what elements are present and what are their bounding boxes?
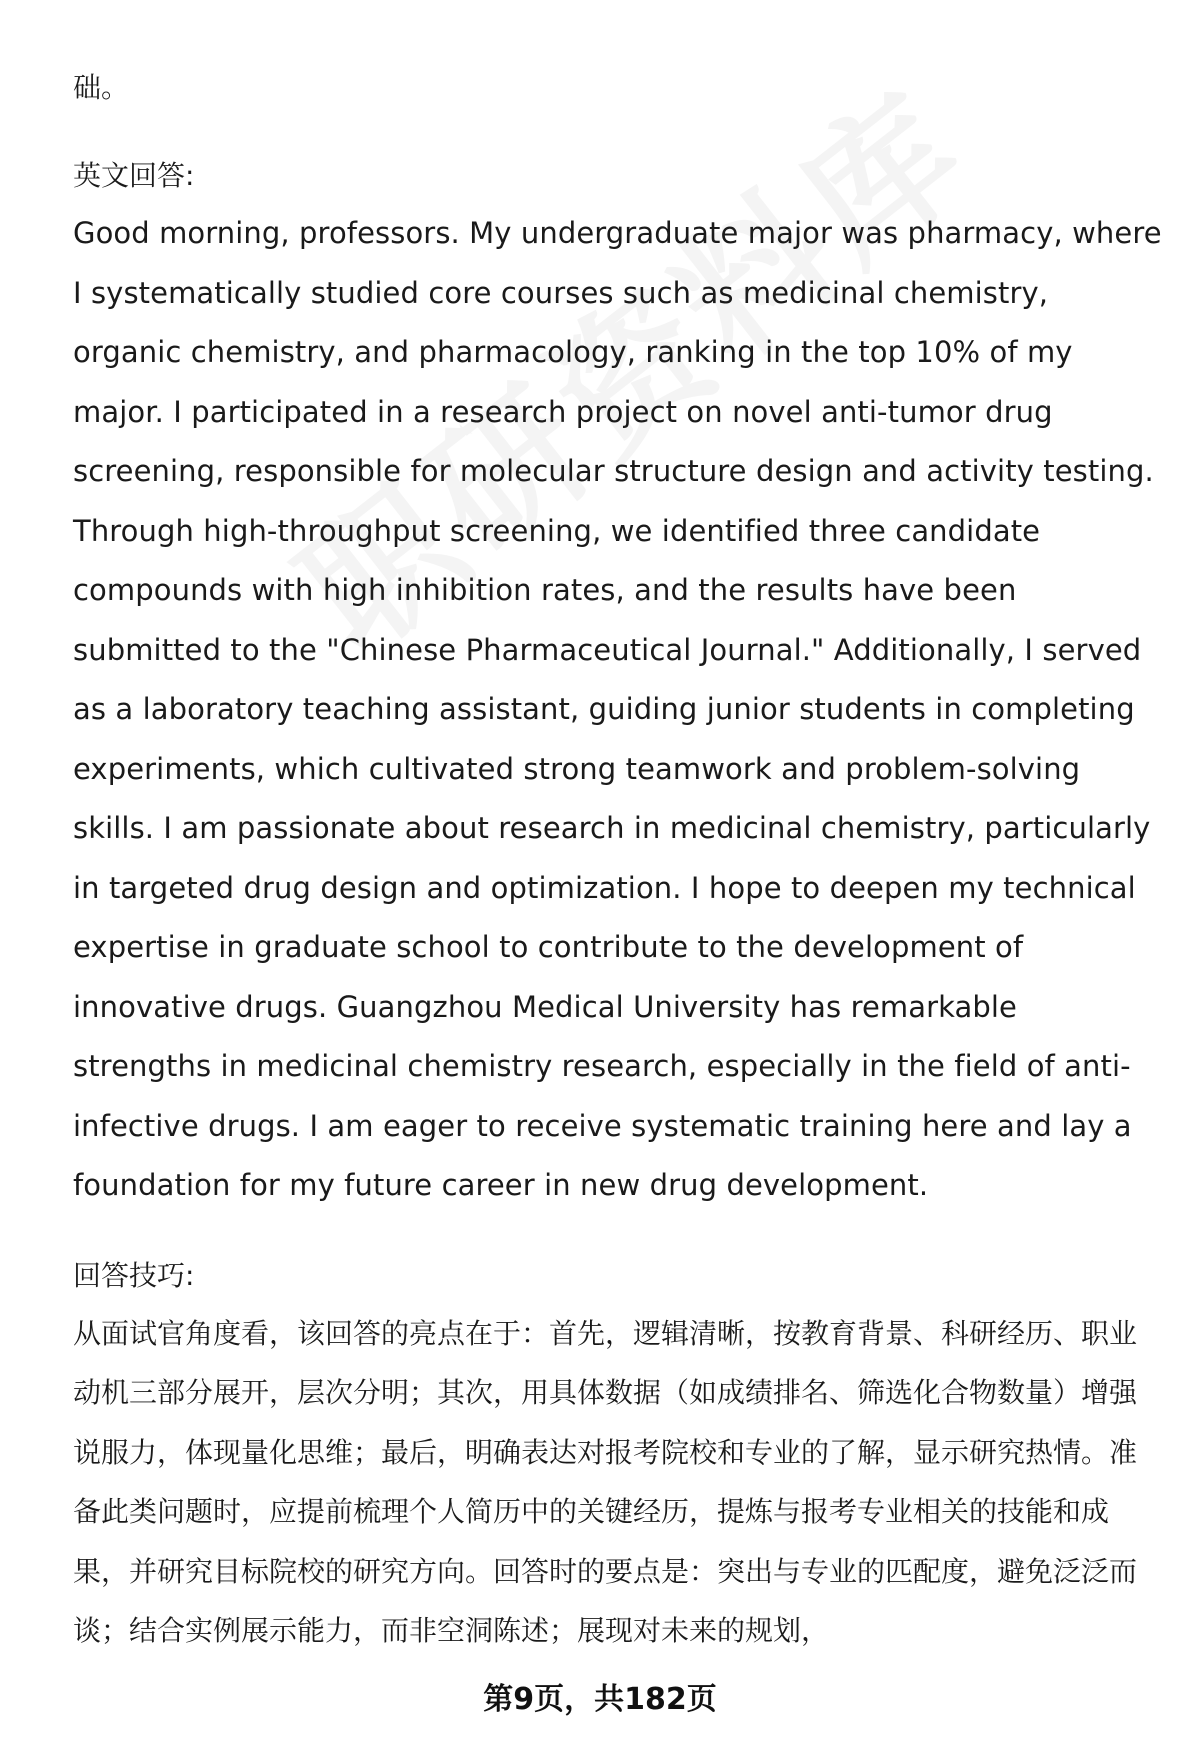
english-answer-heading: 英文回答:: [73, 159, 195, 192]
continuation-text: 础。: [73, 71, 130, 104]
page-number: 第9页，共182页: [483, 1682, 717, 1717]
spacer: [73, 1216, 1163, 1248]
tips-paragraph: 从面试官角度看，该回答的亮点在于：首先，逻辑清晰，按教育背景、科研经历、职业动机三部分展开，层次分明；其次，用具体数据（如成绩排名、筛选化合物数量）增强说服力，体现量化思维；最后，明确表达对报考院校和专业的了解，显示研究热情。准备此类问题时，应提前梳理个人简历中的关键经历，提炼与报考专业相关的技能和成果，并研究目标院校的研究方向。回答时的要点是：突出与专业的匹配度，避免泛泛而谈；结合实例展示能力，而非空洞陈述；展现对未来的规划，: [73, 1316, 1138, 1647]
spacer: [73, 116, 1163, 148]
tips-heading: 回答技巧:: [73, 1258, 195, 1292]
english-answer-paragraph: Good morning, professors. My undergraduate major was pharmacy, where I systematically studied core courses such as medicinal chemistry, organic chemistry, and pharmacology, ranking in the top 10% of my major. I participated in a research project on novel anti-tumor drug screening, responsible for molecular structure design and activity testing. Through high-throughput screening, we identified three candidate compounds with high inhibition rates, and the results have been submitted to the "Chinese Pharmaceutical Journal." Additionally, I served as a laboratory teaching assistant, guiding junior students in completing experiments, which cultivated strong teamwork and problem-solving skills. I am passionate about research in medicinal chemistry, particularly in targeted drug design and optimization. I hope to deepen my technical expertise in graduate school to contribute to the development of innovative drugs. Guangzhou Medical University has remarkable strengths in medicinal chemistry research, especially in the field of anti-infective drugs. I am eager to receive systematic training here and lay a foundation for my future career in new drug development.: [73, 216, 1162, 1202]
page-content: [73, 60, 1163, 1661]
